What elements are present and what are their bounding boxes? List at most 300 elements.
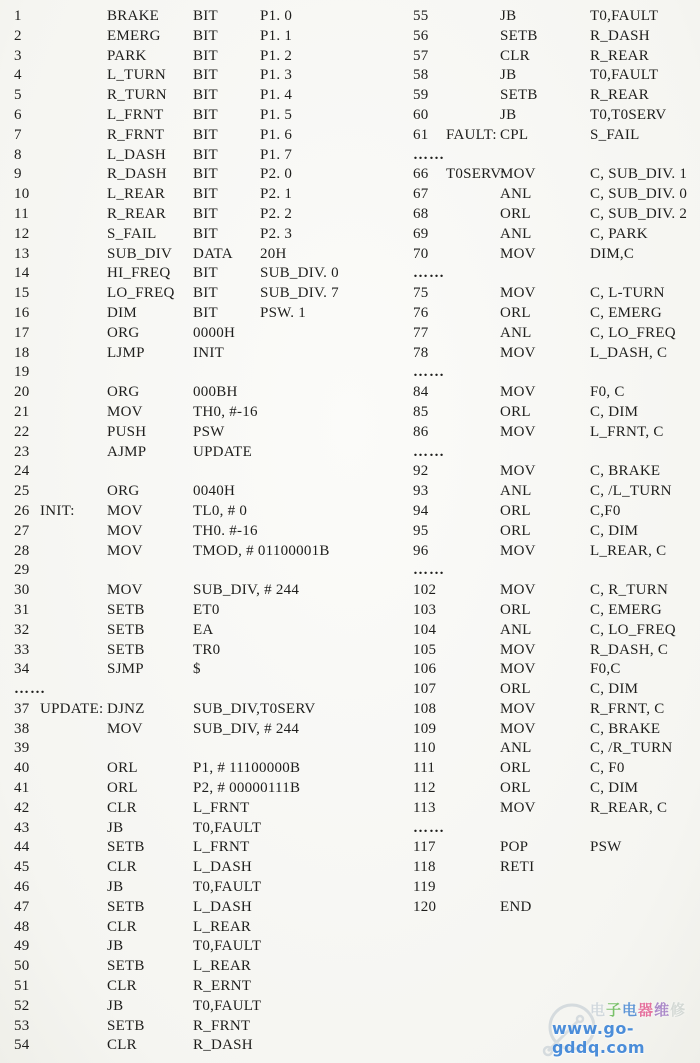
operand: C, SUB_DIV. 2 [590,205,688,222]
code-line [14,166,359,186]
code-line [413,325,700,345]
line-number: 30 [14,582,30,599]
code-line [413,206,700,226]
mnemonic: L_DASH [107,146,167,163]
line-number: 103 [413,601,437,618]
operand: BIT [193,27,218,44]
code-line [14,206,359,226]
code-line [14,305,359,325]
code-line [413,622,700,642]
mnemonic: DIM [107,304,137,321]
mnemonic: R_REAR [107,205,167,222]
code-line [14,958,359,978]
mnemonic: ORG [107,483,140,500]
operand: L_REAR, C [590,542,667,559]
line-number: 118 [413,859,436,876]
code-line [413,740,700,760]
mnemonic: SETB [107,898,145,915]
line-number: 58 [413,67,429,84]
operand: L_DASH [193,859,253,876]
left-column [14,8,359,1057]
line-number: 59 [413,87,429,104]
line-number: 78 [413,344,429,361]
mnemonic: MOV [500,641,536,658]
code-line [413,166,700,186]
mnemonic: SETB [107,1017,145,1034]
operand: R_ERNT [193,978,252,995]
code-line [14,919,359,939]
operand-value: P1. 1 [260,27,293,44]
operand: L_DASH [193,898,253,915]
mnemonic: JB [500,67,517,84]
watermark-cn-text [590,999,698,1020]
mnemonic: MOV [500,245,536,262]
line-number: 108 [413,700,437,717]
operand: L_REAR [193,958,252,975]
line-number: 6 [14,106,22,123]
ellipsis: …… [413,819,445,836]
line-number: 21 [14,403,30,420]
operand-value: P1. 7 [260,146,293,163]
line-number: 10 [14,186,30,203]
code-line [14,800,359,820]
line-number: 70 [413,245,429,262]
mnemonic: SETB [107,641,145,658]
line-number: 13 [14,245,30,262]
mnemonic: L_REAR [107,186,166,203]
mnemonic: ORL [500,780,531,797]
mnemonic: LJMP [107,344,145,361]
operand: R_FRNT [193,1017,251,1034]
ellipsis-line [14,681,359,701]
watermark-cn-char: 维 [654,1001,671,1019]
mnemonic: SETB [107,621,145,638]
mnemonic: MOV [107,582,143,599]
operand: R_FRNT, C [590,700,665,717]
operand: T0,FAULT [193,997,262,1014]
operand: ET0 [193,601,220,618]
code-line [14,780,359,800]
code-line [413,127,700,147]
mnemonic: MOV [500,799,536,816]
line-number: 52 [14,997,30,1014]
line-number: 85 [413,403,429,420]
mnemonic: ANL [500,324,532,341]
operand-value: P1. 6 [260,126,293,143]
mnemonic: CLR [107,859,137,876]
mnemonic: JB [107,997,124,1014]
mnemonic: MOV [500,661,536,678]
line-number: 24 [14,463,30,480]
line-number: 28 [14,542,30,559]
code-line [14,424,359,444]
mnemonic: JB [107,879,124,896]
operand: L_FRNT, C [590,423,664,440]
line-number: 12 [14,225,30,242]
mnemonic: SETB [107,958,145,975]
operand: TL0, # 0 [193,502,248,519]
mnemonic: AJMP [107,443,147,460]
code-line [413,28,700,48]
operand-value: P1. 2 [260,47,293,64]
line-number: 75 [413,285,429,302]
line-number: 56 [413,27,429,44]
line-number: 55 [413,8,429,24]
mnemonic: ORL [500,403,531,420]
operand: DIM,C [590,245,635,262]
code-line [14,147,359,167]
line-number: 41 [14,780,30,797]
code-label: UPDATE: [40,700,104,717]
watermark-url-text: www.go-gddq.com [552,1019,646,1057]
operand: C, SUB_DIV. 0 [590,186,688,203]
code-line [14,67,359,87]
line-number: 17 [14,324,30,341]
line-number: 31 [14,601,30,618]
mnemonic: LO_FREQ [107,285,175,302]
mnemonic: MOV [500,384,536,401]
operand: C, LO_FREQ [590,324,676,341]
line-number: 48 [14,918,30,935]
line-number: 117 [413,839,436,856]
operand: PSW [590,839,622,856]
ellipsis-line [413,265,700,285]
mnemonic: JB [107,938,124,955]
code-line [413,305,700,325]
line-number: 2 [14,27,22,44]
mnemonic: L_TURN [107,67,166,84]
line-number: 47 [14,898,30,915]
line-number: 107 [413,681,437,698]
operand: BIT [193,166,218,183]
watermark-cn-char: 修 [670,1001,687,1019]
line-number: 45 [14,859,30,876]
operand: BIT [193,67,218,84]
mnemonic: PUSH [107,423,147,440]
mnemonic: JB [500,106,517,123]
operand-value: P1. 4 [260,87,293,104]
mnemonic: ORG [107,324,140,341]
operand: TH0. #-16 [193,522,258,539]
code-line [413,661,700,681]
line-number: 4 [14,67,22,84]
ellipsis: …… [413,146,445,163]
mnemonic: ORL [500,601,531,618]
mnemonic: CLR [107,978,137,995]
line-number: 16 [14,304,30,321]
mnemonic: R_FRNT [107,126,165,143]
operand: BIT [193,47,218,64]
mnemonic: CLR [107,918,137,935]
code-line [14,246,359,266]
mnemonic: ORL [107,760,138,777]
operand: C,F0 [590,502,621,519]
code-line [413,760,700,780]
code-line [413,523,700,543]
line-number: 49 [14,938,30,955]
code-line [413,859,700,879]
mnemonic: MOV [500,720,536,737]
mnemonic: HI_FREQ [107,265,171,282]
line-number: 111 [413,760,436,777]
operand: T0,FAULT [193,938,262,955]
mnemonic: RETI [500,859,535,876]
operand: BIT [193,265,218,282]
operand: BIT [193,8,218,24]
code-line [413,186,700,206]
line-number: 120 [413,898,437,915]
line-number: 9 [14,166,22,183]
operand: T0,FAULT [590,67,659,84]
code-line [14,1037,359,1057]
operand: C, DIM [590,522,639,539]
line-number: 40 [14,760,30,777]
operand-value: P2. 3 [260,225,293,242]
ellipsis: …… [14,681,46,698]
code-label: T0SERV: [446,166,505,183]
operand: R_REAR [590,87,650,104]
line-number: 33 [14,641,30,658]
mnemonic: ORL [107,780,138,797]
code-line [14,820,359,840]
mnemonic: ANL [500,621,532,638]
mnemonic: MOV [107,542,143,559]
line-number: 29 [14,562,30,579]
line-number: 94 [413,502,429,519]
operand: 0040H [193,483,236,500]
line-number: 46 [14,879,30,896]
code-line [14,28,359,48]
code-line [14,186,359,206]
operand: C, R_TURN [590,582,669,599]
code-line [14,384,359,404]
operand: SUB_DIV, # 244 [193,582,300,599]
operand: BIT [193,87,218,104]
line-number: 60 [413,106,429,123]
operand: L_DASH, C [590,344,668,361]
operand: C, L-TURN [590,285,665,302]
code-line [14,483,359,503]
code-line [413,503,700,523]
operand: C, DIM [590,780,639,797]
code-line [413,681,700,701]
line-number: 66 [413,166,429,183]
line-number: 20 [14,384,30,401]
operand: F0,C [590,661,621,678]
operand: R_REAR, C [590,799,668,816]
operand: BIT [193,146,218,163]
mnemonic: L_FRNT [107,106,164,123]
code-line [14,938,359,958]
mnemonic: JB [500,8,517,24]
operand: C, PARK [590,225,648,242]
operand-value: PSW. 1 [260,304,306,321]
code-line [14,265,359,285]
operand: C, LO_FREQ [590,621,676,638]
mnemonic: EMERG [107,27,161,44]
code-line [14,721,359,741]
line-number: 68 [413,205,429,222]
code-line [413,404,700,424]
operand: BIT [193,285,218,302]
line-number: 19 [14,364,30,381]
code-label: FAULT: [446,126,497,143]
mnemonic: JB [107,819,124,836]
code-line [413,483,700,503]
line-number: 102 [413,582,437,599]
line-number: 77 [413,324,429,341]
line-number: 109 [413,720,437,737]
mnemonic: S_FAIL [107,225,157,242]
mnemonic: MOV [500,582,536,599]
operand: L_FRNT [193,799,250,816]
line-number: 92 [413,463,429,480]
ellipsis-line [413,562,700,582]
operand: L_FRNT [193,839,250,856]
operand: C, EMERG [590,304,663,321]
code-line [14,701,359,721]
code-line [14,503,359,523]
operand: L_REAR [193,918,252,935]
mnemonic: ORL [500,304,531,321]
code-line [413,701,700,721]
code-line [14,345,359,365]
operand: T0,FAULT [193,819,262,836]
ellipsis: …… [413,443,445,460]
ellipsis: …… [413,265,445,282]
line-number: 11 [14,205,29,222]
operand: DATA [193,245,233,262]
code-line [14,87,359,107]
line-number: 8 [14,146,22,163]
line-number: 104 [413,621,437,638]
code-line [413,642,700,662]
line-number: 67 [413,186,429,203]
code-line [14,562,359,582]
line-number: 113 [413,799,436,816]
operand-value: SUB_DIV. 7 [260,285,339,302]
watermark-cn-char: 电 [590,1001,607,1019]
operand: BIT [193,186,218,203]
operand: BIT [193,106,218,123]
operand-value: P2. 0 [260,166,293,183]
code-line [413,721,700,741]
line-number: 110 [413,740,436,757]
mnemonic: R_TURN [107,87,167,104]
mnemonic: ANL [500,186,532,203]
code-line [14,602,359,622]
mnemonic: DJNZ [107,700,145,717]
code-line [14,523,359,543]
mnemonic: R_DASH [107,166,167,183]
operand: 0000H [193,324,236,341]
code-line [413,899,700,919]
code-line [14,582,359,602]
ellipsis: …… [413,562,445,579]
code-line [14,622,359,642]
line-number: 3 [14,47,22,64]
line-number: 57 [413,47,429,64]
watermark-cn-char: 子 [606,1001,623,1019]
operand: R_DASH, C [590,641,669,658]
mnemonic: POP [500,839,529,856]
watermark-cn-char: 电 [622,1001,639,1019]
operand: BIT [193,205,218,222]
mnemonic: ORL [500,522,531,539]
code-label: INIT: [40,502,75,519]
code-line [14,740,359,760]
mnemonic: MOV [107,720,143,737]
mnemonic: PARK [107,47,147,64]
mnemonic: SETB [107,839,145,856]
ellipsis-line [413,147,700,167]
code-line [413,800,700,820]
site-watermark [538,991,698,1061]
operand: P1, # 11100000B [193,760,301,777]
line-number: 27 [14,522,30,539]
operand: C, EMERG [590,601,663,618]
mnemonic: SETB [500,27,538,44]
mnemonic: SJMP [107,661,144,678]
operand: S_FAIL [590,126,640,143]
operand: F0, C [590,384,625,401]
line-number: 51 [14,978,30,995]
mnemonic: ORL [500,205,531,222]
operand: PSW [193,423,225,440]
code-line [413,246,700,266]
mnemonic: MOV [500,700,536,717]
code-line [413,345,700,365]
operand: $ [193,661,201,678]
code-line [413,463,700,483]
code-line [14,463,359,483]
line-number: 44 [14,839,30,856]
code-line [14,364,359,384]
code-line [413,602,700,622]
code-line [413,107,700,127]
mnemonic: CPL [500,126,529,143]
line-number: 84 [413,384,429,401]
code-line [413,780,700,800]
operand: TR0 [193,641,221,658]
line-number: 105 [413,641,437,658]
operand: INIT [193,344,224,361]
code-line [14,661,359,681]
operand: C, /L_TURN [590,483,672,500]
code-line [413,839,700,859]
mnemonic: ANL [500,483,532,500]
mnemonic: MOV [500,344,536,361]
code-line [14,760,359,780]
code-line [14,325,359,345]
code-line [14,285,359,305]
mnemonic: ORL [500,760,531,777]
code-line [413,67,700,87]
code-line [14,127,359,147]
operand: BIT [193,225,218,242]
line-number: 119 [413,879,436,896]
code-line [14,48,359,68]
operand: R_REAR [590,47,650,64]
code-line [14,226,359,246]
operand: SUB_DIV,T0SERV [193,700,316,717]
mnemonic: ORL [500,502,531,519]
operand: TMOD, # 01100001B [193,542,330,559]
operand-value: P1. 5 [260,106,293,123]
mnemonic: MOV [500,285,536,302]
line-number: 1 [14,8,22,24]
code-line [413,285,700,305]
